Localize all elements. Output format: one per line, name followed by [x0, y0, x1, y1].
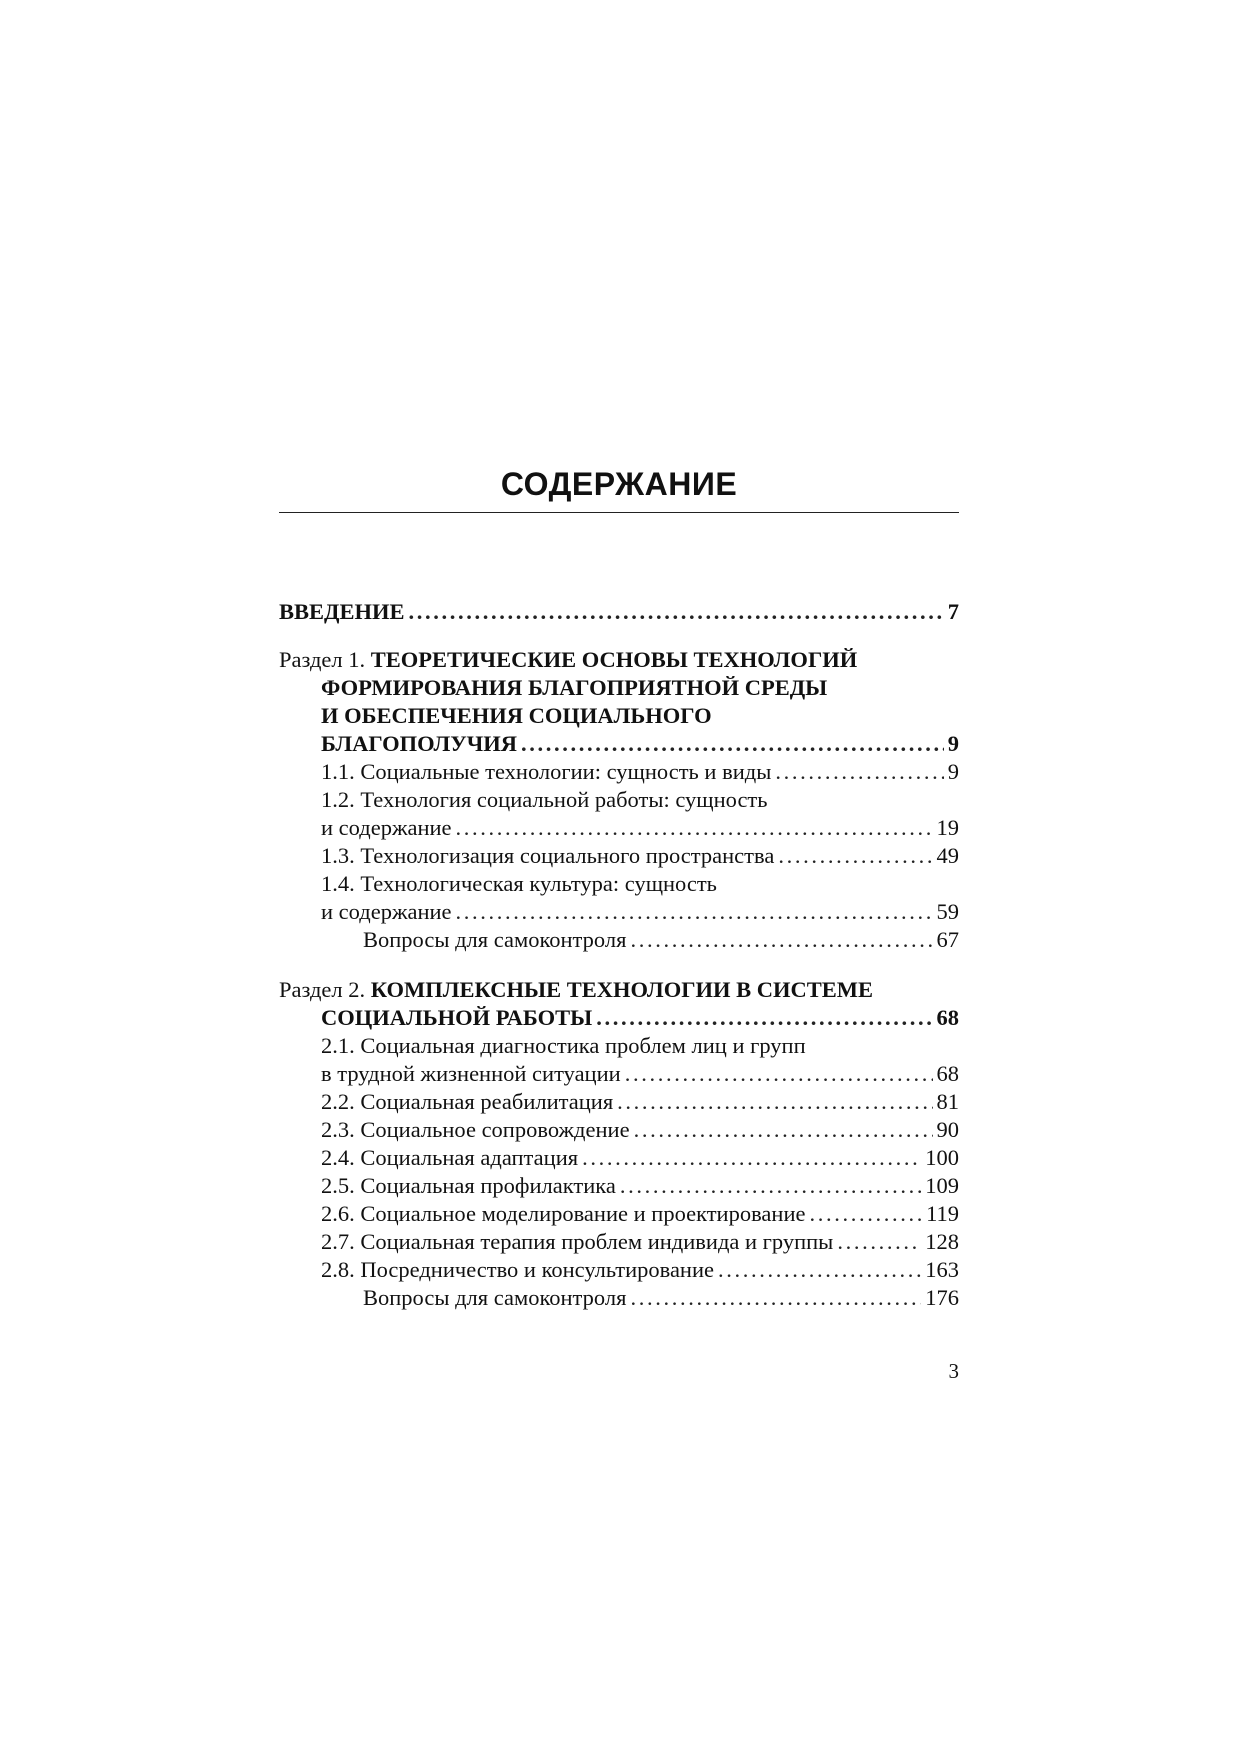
section-1-heading-line-2: ФОРМИРОВАНИЯ БЛАГОПРИЯТНОЙ СРЕДЫ	[321, 675, 828, 700]
toc-entry-label: 2.8. Посредничество и консультирование	[321, 1257, 715, 1282]
toc-entry-2-8[interactable]	[321, 1256, 959, 1284]
dot-leader	[630, 1284, 921, 1312]
toc-entry-label: 1.1. Социальные технологии: сущность и виды	[321, 759, 772, 784]
toc-page-number: 90	[936, 1117, 959, 1142]
toc-page-number: 67	[936, 927, 959, 952]
dot-leader	[634, 1116, 933, 1144]
section-2-heading-line-1[interactable]	[279, 976, 873, 1004]
toc-page-number: 49	[936, 843, 959, 868]
toc-entry-questions-2[interactable]	[363, 1284, 959, 1312]
toc-entry-label: 2.7. Социальная терапия проблем индивида и группы	[321, 1229, 834, 1254]
toc-entry-label: Вопросы для самоконтроля	[363, 927, 627, 952]
toc-entry-1-2-line-1[interactable]: 1.2. Технология социальной работы: сущность	[321, 787, 768, 812]
toc-entry-label: 2.4. Социальная адаптация	[321, 1145, 579, 1170]
toc-entry-label: в трудной жизненной ситуации	[321, 1061, 621, 1086]
section-title-end: СОЦИАЛЬНОЙ РАБОТЫ	[321, 1005, 593, 1030]
toc-page-number: 119	[926, 1201, 959, 1226]
toc-page-number: 109	[925, 1173, 959, 1198]
dot-leader	[620, 1172, 921, 1200]
toc-entry-2-1[interactable]	[321, 1060, 959, 1088]
toc-page-number: 176	[925, 1285, 959, 1310]
toc-page-number: 100	[925, 1145, 959, 1170]
section-title: КОМПЛЕКСНЫЕ ТЕХНОЛОГИИ В СИСТЕМЕ	[370, 977, 874, 1002]
section-prefix: Раздел 2.	[279, 977, 371, 1002]
toc-entry-1-4[interactable]	[321, 898, 959, 926]
toc-entry-label: 2.6. Социальное моделирование и проектирование	[321, 1201, 806, 1226]
toc-entry-2-7[interactable]	[321, 1228, 959, 1256]
section-2-heading-line-2[interactable]	[321, 1004, 959, 1032]
dot-leader	[456, 814, 933, 842]
toc-entry-label: ВВЕДЕНИЕ	[279, 599, 405, 624]
dot-leader	[630, 926, 932, 954]
toc-entry-1-2[interactable]	[321, 814, 959, 842]
toc-page-number: 9	[947, 731, 959, 756]
toc-entry-1-1[interactable]	[321, 758, 959, 786]
toc-page-number: 163	[925, 1257, 959, 1282]
section-1-heading-line-1[interactable]	[279, 646, 857, 674]
toc-entry-intro[interactable]	[279, 598, 959, 626]
toc-page-number: 68	[936, 1061, 959, 1086]
page-title: СОДЕРЖАНИЕ	[500, 466, 738, 502]
toc-entry-2-2[interactable]	[321, 1088, 959, 1116]
toc-entry-label: 2.2. Социальная реабилитация	[321, 1089, 614, 1114]
dot-leader	[617, 1088, 932, 1116]
toc-page-number: 59	[936, 899, 959, 924]
toc-entry-label: 2.3. Социальное сопровождение	[321, 1117, 630, 1142]
dot-leader	[582, 1144, 921, 1172]
toc-page-number: 19	[936, 815, 959, 840]
section-title-end: БЛАГОПОЛУЧИЯ	[321, 731, 518, 756]
toc-entry-label: 2.5. Социальная профилактика	[321, 1173, 616, 1198]
toc-entry-2-3[interactable]	[321, 1116, 959, 1144]
toc-entry-label: 1.3. Технологизация социального пространства	[321, 843, 775, 868]
toc-entry-1-4-line-1[interactable]: 1.4. Технологическая культура: сущность	[321, 871, 717, 896]
page-number: 3	[948, 1359, 959, 1383]
toc-entry-1-3[interactable]	[321, 842, 959, 870]
dot-leader	[809, 1200, 922, 1228]
toc-entry-questions-1[interactable]	[363, 926, 959, 954]
dot-leader	[456, 898, 933, 926]
toc-entry-label: и содержание	[321, 815, 452, 840]
toc-entry-2-6[interactable]	[321, 1200, 959, 1228]
dot-leader	[409, 598, 944, 626]
toc-entry-label: Вопросы для самоконтроля	[363, 1285, 627, 1310]
title-underline	[279, 512, 959, 513]
section-prefix: Раздел 1.	[279, 647, 371, 672]
toc-entry-2-1-line-1[interactable]: 2.1. Социальная диагностика проблем лиц и групп	[321, 1033, 806, 1058]
dot-leader	[837, 1228, 921, 1256]
dot-leader	[625, 1060, 933, 1088]
toc-page-number: 7	[947, 599, 959, 624]
dot-leader	[596, 1004, 932, 1032]
section-1-heading-line-4[interactable]	[321, 730, 959, 758]
toc-page-number: 128	[925, 1229, 959, 1254]
toc-entry-2-4[interactable]	[321, 1144, 959, 1172]
section-title: ТЕОРЕТИЧЕСКИЕ ОСНОВЫ ТЕХНОЛОГИЙ	[370, 647, 858, 672]
section-1-heading-line-3: И ОБЕСПЕЧЕНИЯ СОЦИАЛЬНОГО	[321, 703, 712, 728]
toc-entry-label: и содержание	[321, 899, 452, 924]
dot-leader	[521, 730, 944, 758]
toc-page-number: 81	[936, 1089, 959, 1114]
dot-leader	[778, 842, 932, 870]
dot-leader	[775, 758, 943, 786]
toc-page-number: 9	[947, 759, 959, 784]
toc-entry-2-5[interactable]	[321, 1172, 959, 1200]
toc-page-number: 68	[936, 1005, 959, 1030]
dot-leader	[718, 1256, 921, 1284]
